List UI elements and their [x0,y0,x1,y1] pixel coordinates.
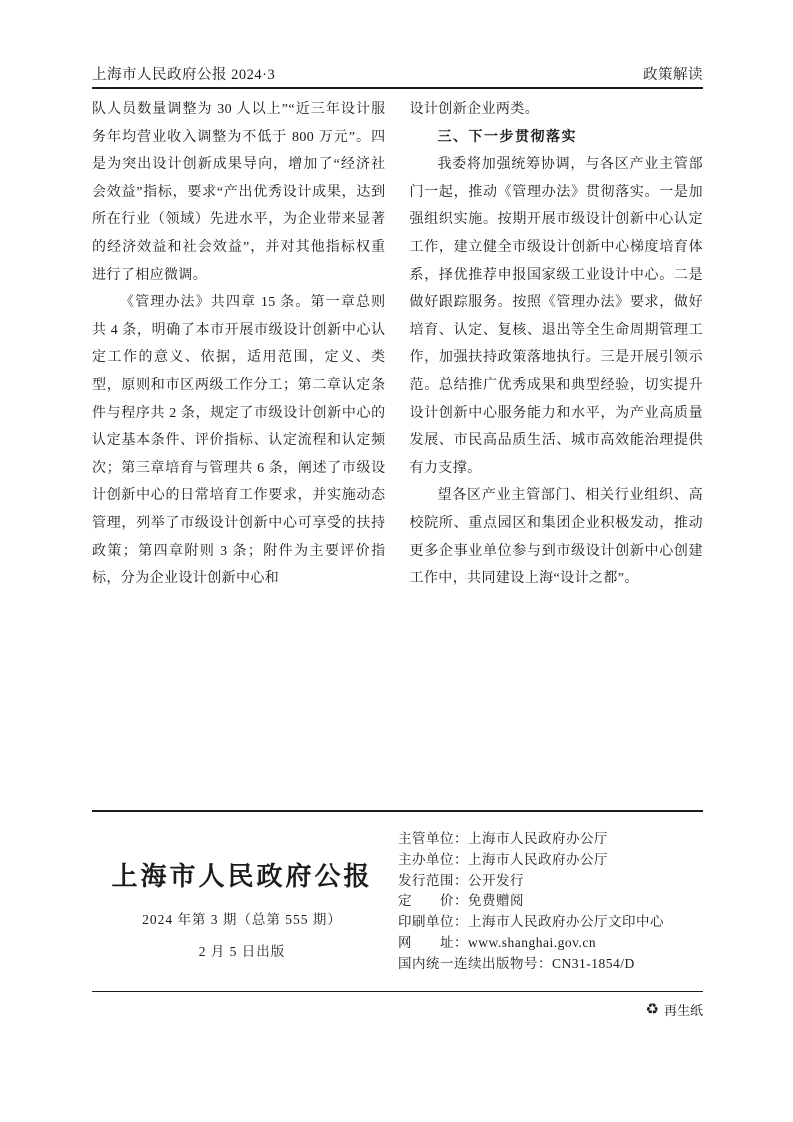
right-column [410,96,704,593]
colophon-row-price: 定 价：免费赠阅 [398,893,524,909]
colophon-masthead [92,856,392,960]
paragraph: 队人员数量调整为 30 人以上”“近三年设计服务年均营业收入调整为不低于 800 万元”。四是为突出设计创新成果导向，增加了“经济社会效益”指标，要求“产出优秀设计成果，达到所在行业（领域）先进水平，为企业带来显著的经济效益和社会效益”，并对其他指标权重进行了相应微调。 [92,102,386,283]
colophon-row-website: 网 址：www.shanghai.gov.cn [398,934,597,950]
colophon-row-distribution: 发行范围：公开发行 [398,872,524,888]
colophon-row-printer: 印刷单位：上海市人民政府办公厅文印中心 [398,914,664,930]
paragraph: 《管理办法》共四章 15 条。第一章总则共 4 条，明确了本市开展市级设计创新中心认定工作的意义、依据，适用范围，定义、类型，原则和市区两级工作分工；第二章认定条件与程序共 2 条，规定了市级设计创新中心的认定基本条件、评价指标、认定流程和认定频次；第三章培育与管理共 6 条，阐述了市级设计创新中心的日常培育工作要求，并实施动态管理，列举了市级设计创新中心可享受的扶持政策；第四章附则 3 条；附件为主要评价指标，分为企业设计创新中心和 [92,295,386,587]
recycle-icon: ♻ [645,1000,659,1018]
gazette-issue: 2024 年第 3 期（总第 555 期） [142,912,342,927]
left-column [92,96,386,593]
colophon-row-issn: 国内统一连续出版物号：CN31-1854/D [398,955,635,971]
recycled-paper-note [646,1000,703,1019]
paragraph-continuation: 设计创新企业两类。 [409,102,540,117]
gazette-title: 上海市人民政府公报 [111,862,373,891]
header-publication-issue: 上海市人民政府公报 2024·3 [92,67,276,83]
page-header [92,63,703,84]
recycled-paper-label: 再生纸 [663,1003,703,1018]
header-rule [92,87,703,89]
paragraph: 望各区产业主管部门、相关行业组织、高校院所、重点园区和集团企业积极发动，推动更多企事业单位参与到市级设计创新中心创建工作中，共同建设上海“设计之都”。 [409,488,703,587]
colophon-row-organizer: 主办单位：上海市人民政府办公厅 [398,851,608,867]
gazette-pubdate: 2 月 5 日出版 [198,944,286,959]
colophon-details [398,829,708,975]
article-body [92,96,703,593]
section-heading: 三、下一步贯彻落实 [437,129,577,145]
header-section-title: 政策解读 [643,67,703,83]
footer-rule [92,991,703,992]
colophon-rule [92,810,703,812]
paragraph: 我委将加强统筹协调，与各区产业主管部门一起，推动《管理办法》贯彻落实。一是加强组织实施。按期开展市级设计创新中心认定工作，建立健全市级设计创新中心梯度培育体系，择优推荐申报国家级工业设计中心。二是做好跟踪服务。按照《管理办法》要求，做好培育、认定、复核、退出等全生命周期管理工作，加强扶持政策落地执行。三是开展引领示范。总结推广优秀成果和典型经验，切实提升设计创新中心服务能力和水平，为产业高质量发展、市民高品质生活、城市高效能治理提供有力支撑。 [409,157,703,476]
colophon-row-supervisor: 主管单位：上海市人民政府办公厅 [398,831,608,846]
